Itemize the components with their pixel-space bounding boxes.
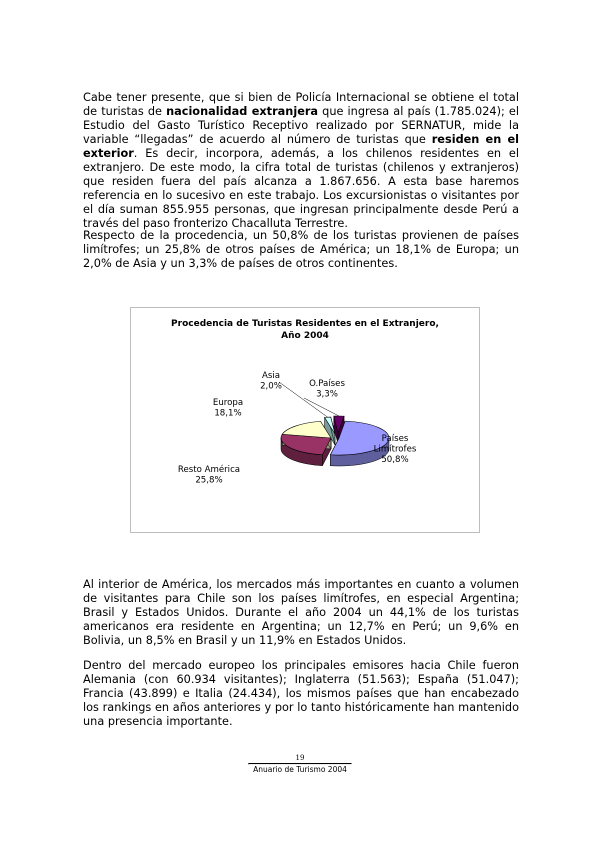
text-run: Cabe tener presente, que si bien de Policía Internacional se obtiene el total de turistas de: [83, 91, 519, 118]
text-run: que ingresa al país (1.785.024); el Estudio del Gasto Turístico Receptivo realizado por SERNATUR, mide la variable “llegadas” de acuerdo al número de turistas que: [83, 105, 519, 146]
pie-slice-label: O.Países: [309, 379, 345, 389]
page-number: 19: [295, 754, 305, 762]
pie-slice-label: Asia: [261, 371, 281, 381]
pie-slice-label: Limítrofes: [373, 444, 417, 455]
pie-slice-label: Países: [381, 434, 409, 444]
chart-title-line-2: Año 2004: [281, 331, 329, 341]
footer-title: Anuario de Turismo 2004: [253, 765, 347, 774]
pie-slice-value-label: 2,0%: [260, 381, 282, 392]
pie-leader-line: [304, 398, 339, 416]
pie-slice-value-label: 18,1%: [214, 408, 242, 419]
paragraph-1: [83, 91, 519, 231]
pie-slices: [281, 416, 389, 466]
paragraph-4: Dentro del mercado europeo los principales emisores hacia Chile fueron Alemania (con 60.934 visitantes); Inglaterra (51.563); España (51.047); Francia (43.899) e Italia (24.434), los mismos países que han encabezado los rankings en años anteriores y por lo tanto históricamente han mantenido una presencia importante.: [83, 659, 519, 728]
pie-chart: [130, 307, 480, 533]
pie-slice-label: Europa: [212, 398, 244, 408]
pie-slice-value-label: 25,8%: [195, 475, 223, 486]
paragraph-2: Respecto de la procedencia, un 50,8% de los turistas provienen de países limítrofes; un 25,8% de otros países de América; un 18,1% de Europa; un 2,0% de Asia y un 3,3% de países de otros continentes.: [83, 229, 519, 270]
bold-text-run: residen en el exterior: [83, 133, 519, 160]
paragraph-3: Al interior de América, los mercados más importantes en cuanto a volumen de visitantes para Chile son los países limítrofes, en especial Argentina; Brasil y Estados Unidos. Durante el año 2004 un 44,1% de los turistas americanos era residente en Argentina; un 12,7% en Perú; un 9,6% en Bolivia, un 8,5% en Brasil y un 11,9% en Estados Unidos.: [83, 578, 519, 647]
pie-chart-svg: [131, 308, 479, 532]
pie-slice-value-label: 50,8%: [381, 455, 409, 465]
text-run: . Es decir, incorpora, además, a los chilenos residentes en el extranjero. De este modo, la cifra total de turistas (chilenos y extranjeros) que residen fuera del país alcanza a 1.867.656. A esta base haremos referencia en lo sucesivo en este trabajo. Los excursionistas o visitantes por el día suman 855.955 personas, que ingresan principalmente desde Perú a través del paso fronterizo Chacalluta Terrestre.: [83, 147, 519, 230]
bold-text-run: nacionalidad extranjera: [166, 105, 319, 118]
page-footer: [248, 754, 352, 775]
pie-slice-label: Resto América: [177, 465, 241, 475]
chart-title-line-1: Procedencia de Turistas Residentes en el Extranjero,: [171, 319, 439, 329]
pie-slice-value-label: 3,3%: [316, 389, 338, 400]
